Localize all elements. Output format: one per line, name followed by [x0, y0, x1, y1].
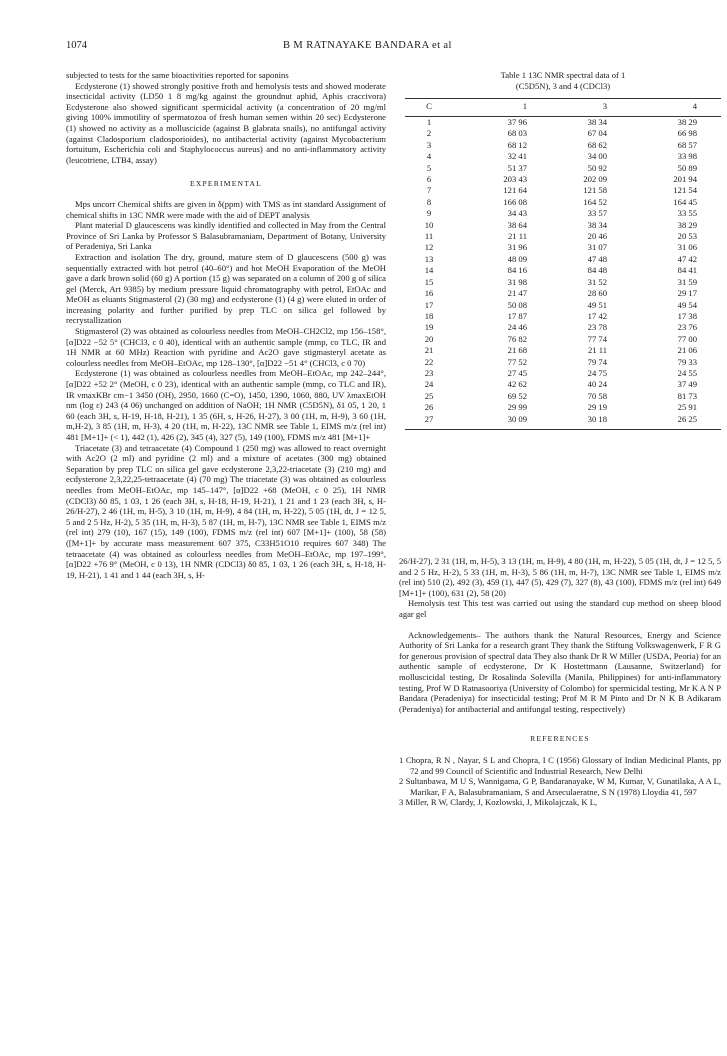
table-row	[405, 254, 721, 265]
shift-value-cell: 38 64	[507, 219, 527, 230]
shift-value-cell: 34 00	[587, 151, 607, 162]
carbon-number-cell: 14	[424, 265, 434, 276]
shift-value-cell: 17 87	[507, 310, 527, 321]
shift-value-cell: 121 64	[503, 185, 527, 196]
experimental-paragraph: Stigmasterol (2) was obtained as colourless needles from MeOH–CH2Cl2, mp 156–158°, [α]D22 −52 5° (CHCl3, c 0 40), identical with an authentic sample (mmp, co TLC, IR and 1H NMR at 60 MHz) Reaction with pyridine and Ac2O gave stigmasteryl acetate as colourless needles from MeOH–EtOAc, mp 128–130°, [α]D22 −51 4° (CHCl3, c 0 70)	[66, 326, 386, 368]
reference-list	[399, 755, 721, 808]
shift-value-cell: 21 68	[507, 345, 527, 356]
table-row	[405, 231, 721, 242]
shift-value-cell: 29 99	[507, 402, 527, 413]
shift-value-cell: 17 42	[587, 310, 607, 321]
table-row	[405, 288, 721, 299]
table-row	[405, 334, 721, 345]
shift-value-cell: 203 43	[503, 174, 527, 185]
carbon-number-cell: 8	[426, 196, 432, 207]
page-number: 1074	[66, 40, 87, 51]
experimental-continuation: 26/H-27), 2 31 (1H, m, H-5), 3 13 (1H, m, H-9), 4 80 (1H, m, H-22), 5 05 (1H, dt, J = 12 5, 5 and 2 5 Hz, H-2), 5 33 (1H, m, H-3), 5 86 (1H, m, H-7), 13C NMR see Table 1, EIMS m/z (rel int) 510 (2), 492 (3), 459 (1), 447 (5), 429 (7), 327 (8), 43 (100), FDMS m/z (rel int) 649 [M+1]+ (100), 631 (2), 58 (20)	[399, 556, 721, 598]
carbon-number-cell: 9	[426, 208, 432, 219]
shift-value-cell: 79 33	[677, 356, 697, 367]
shift-value-cell: 84 16	[507, 265, 527, 276]
shift-value-cell: 166 08	[503, 196, 527, 207]
acknowledgements: Acknowledgements– The authors thank the Natural Resources, Energy and Science Authority of Sri Lanka for a research grant They thank the Stiftung Volkswagenwerk, F R G for generous provision of spectral data They also thank Dr R W Miller (USDA, Peoria) for an authentic sample of ecdysterone, Dr K Hostettmann (Lausanne, Switzerland) for molluscicidal testing, Dr Rosalinda Solevilla (Manila, Philippines) for anti-inflammatory testing, Prof W D Ratnasooriya (University of Colombo) for spermicidal testing, Mr K A N P Bandara (Peradeniya) for insecticidal testing; Prof M R M Pinto and Dr N K B Adikaram (Peradeniya) for antibacterial and antifungal testing, respectively)	[399, 629, 721, 714]
shift-value-cell: 31 06	[677, 242, 697, 253]
shift-value-cell: 70 58	[587, 390, 607, 401]
shift-value-cell: 31 96	[507, 242, 527, 253]
shift-value-cell: 34 43	[507, 208, 527, 219]
shift-value-cell: 24 75	[587, 367, 607, 378]
shift-value-cell: 31 07	[587, 242, 607, 253]
shift-value-cell: 23 76	[677, 322, 697, 333]
shift-value-cell: 67 04	[587, 128, 607, 139]
shift-value-cell: 17 38	[677, 310, 697, 321]
table-row	[405, 277, 721, 288]
nmr-table	[405, 70, 721, 430]
carbon-number-cell: 21	[424, 345, 434, 356]
carbon-number-cell: 5	[426, 162, 432, 173]
right-column	[399, 556, 721, 808]
reference-item: 2 Sultanbawa, M U S, Wannigama, G P, Bandaranayake, W M, Kumar, V, Gunatilaka, A A L, Marikar, F A, Balasubramaniam, S and Arseculaeratne, S N (1978) Lloydia 41, 597	[399, 776, 721, 797]
shift-value-cell: 26 25	[677, 413, 697, 424]
shift-value-cell: 68 03	[507, 128, 527, 139]
hemolysis-paragraph: Hemolysis test This test was carried out using the standard cup method on sheep blood agar gel	[399, 598, 721, 619]
column-header: 1	[522, 101, 527, 112]
carbon-number-cell: 23	[424, 367, 434, 378]
carbon-number-cell: 2	[426, 128, 432, 139]
shift-value-cell: 47 42	[677, 253, 697, 264]
table-row	[405, 197, 721, 208]
shift-value-cell: 27 45	[507, 367, 527, 378]
left-column	[66, 70, 386, 580]
carbon-number-cell: 1	[426, 117, 432, 127]
shift-value-cell: 50 08	[507, 299, 527, 310]
nmr-data-table	[405, 99, 721, 425]
column-header: C	[426, 101, 432, 112]
shift-value-cell: 81 73	[677, 390, 697, 401]
shift-value-cell: 21 47	[507, 288, 527, 299]
carbon-number-cell: 6	[426, 174, 432, 185]
shift-value-cell: 31 98	[507, 276, 527, 287]
shift-value-cell: 84 48	[587, 265, 607, 276]
shift-value-cell: 121 54	[673, 185, 697, 196]
shift-value-cell: 77 52	[507, 356, 527, 367]
shift-value-cell: 48 09	[507, 253, 527, 264]
shift-value-cell: 20 53	[677, 231, 697, 242]
shift-value-cell: 164 52	[583, 196, 607, 207]
shift-value-cell: 201 94	[673, 174, 697, 185]
carbon-number-cell: 16	[424, 288, 434, 299]
shift-value-cell: 24 55	[677, 367, 697, 378]
shift-value-cell: 38 34	[587, 219, 607, 230]
shift-value-cell: 24 46	[507, 322, 527, 333]
table-row	[405, 265, 721, 276]
shift-value-cell: 164 45	[673, 196, 697, 207]
shift-value-cell: 33 57	[587, 208, 607, 219]
shift-value-cell: 47 48	[587, 253, 607, 264]
table-row	[405, 163, 721, 174]
carbon-number-cell: 26	[424, 402, 434, 413]
carbon-number-cell: 12	[424, 242, 434, 253]
table-row	[405, 414, 721, 425]
running-head: B M RATNAYAKE BANDARA et al	[283, 40, 452, 51]
table-row	[405, 174, 721, 185]
carbon-number-cell: 13	[424, 253, 434, 264]
shift-value-cell: 38 34	[587, 117, 607, 127]
table-header-row	[405, 99, 721, 115]
carbon-number-cell: 11	[424, 231, 434, 242]
shift-value-cell: 30 09	[507, 413, 527, 424]
table-row	[405, 402, 721, 413]
shift-value-cell: 51 37	[507, 162, 527, 173]
shift-value-cell: 69 52	[507, 390, 527, 401]
experimental-paragraph: Ecdysterone (1) was obtained as colourless needles from MeOH–EtOAc, mp 242–244°, [α]D22 +52 2° (MeOH, c 0 23), identical with an authentic sample (mmp, co TLC and IR), IR νmaxKBr cm−1 3450 (OH), 2950, 1660 (C=O), 1450, 1390, 1060, 880, UV λmaxEtOH nm (log ε) 243 (4 06) unchanged on addition of NaOH; 1H NMR (C5D5N), δ1 05, 1 20, 1 60 (each 3H, s, H-19, H-18, H-21), 1 35 (6H, s, H-26, H-27), 3 00 (1H, m, H-9), 3 60 (1H, m,H-2), 3 85 (1H, m, H-3), 4 20 (1H, m, H-22), 13C NMR see Table 1, EIMS m/z (rel int) 481 [M+1]+ (< 1), 442 (1), 426 (2), 345 (4), 327 (5), 149 (100), FDMS m/z 481 [M+1]+	[66, 368, 386, 442]
shift-value-cell: 21 11	[587, 345, 607, 356]
carbon-number-cell: 27	[424, 413, 434, 424]
carbon-number-cell: 3	[426, 139, 432, 150]
experimental-paragraph: Triacetate (3) and tetraacetate (4) Compound 1 (250 mg) was allowed to react overnight with Ac2O (2 ml) and pyridine (2 ml) and a mixture of acetates (300 mg) obtained Separation by prep TLC on silica gel gave ecdysterone 2,3,22-triacetate (3) (210 mg) and ecdysterone 2,3,22,25-tetraacetate (4) (70 mg) The triacetate (3) was obtained as colourless needles from MeOH–EtOAc, mp 145–147°, [α]D22 +68 (MeOH, c 0 25), 1H NMR (CDCl3) δ0 85, 1 03, 1 26 (each 3H, s, H-18, H-19, H-21), 1 21 and 1 23 (each 3H, s, H-26/H-27), 2 46 (1H, m, H-5), 3 10 (1H, m, H-9), 4 84 (1H, m, H-22), 5 05 (1H, dt, J = 12 5, 5 and 2 5 Hz, H-2), 5 35 (1H, m, H-3), 5 87 (1H, m, H-7), 13C NMR see Table 1, EIMS m/z (rel int) 279 (10), 167 (15), 149 (100), FDMS m/z (rel int) 607 [M+1]+ (100), 58 (58) ([M+1]+ by accurate mass measurement 607 375, C33H51O10 requires 607 348) The tetraacetate (4) was obtained as colourless needles from MeOH–EtOAc, mp 197–199°, [α]D22 +76 9° (MeOH, c 0 13), 1H NMR (CDCl3) δ0 85, 1 03, 1 26 (each 3H, s, H-18, H-19, H-21), 1 41 and 1 44 (each 3H, s, H-	[66, 442, 386, 580]
table-row	[405, 208, 721, 219]
carbon-number-cell: 19	[424, 322, 434, 333]
shift-value-cell: 121 58	[583, 185, 607, 196]
reference-item: 1 Chopra, R N , Nayar, S L and Chopra, I C (1956) Glossary of Indian Medicinal Plants, pp 72 and 99 Council of Scientific and Industrial Research, New Delhi	[399, 754, 721, 776]
table-row	[405, 391, 721, 402]
carbon-number-cell: 17	[424, 299, 434, 310]
carbon-number-cell: 10	[424, 219, 434, 230]
shift-value-cell: 50 89	[677, 162, 697, 173]
table-row	[405, 300, 721, 311]
shift-value-cell: 25 91	[677, 402, 697, 413]
shift-value-cell: 77 00	[677, 333, 697, 344]
carbon-number-cell: 7	[426, 185, 432, 196]
shift-value-cell: 29 17	[677, 288, 697, 299]
table-row	[405, 357, 721, 368]
shift-value-cell: 28 60	[587, 288, 607, 299]
shift-value-cell: 30 18	[587, 413, 607, 424]
table-caption: Table 1 13C NMR spectral data of 1	[500, 70, 626, 80]
shift-value-cell: 31 52	[587, 276, 607, 287]
intro-paragraph: Ecdysterone (1) showed strongly positive froth and hemolysis tests and showed moderate insecticidal activity (LD50 1 8 mg/kg against the groundnut aphid, Aphis craccivora) Ecdysterone also showed significant spermicidal activity (a concentration of 20 mg/ml giving 100% immotility of spermatozoa of fresh human semen within 20 sec) Ecdysterone (1) showed no activity as a molluscicide (against B glabrata snails), no antifungal activity (against Cladosporium cladosporioides), no antibacterial activity (against Mycobacterium fortuitum, Escherichia coli and Staphylococcus aureus) and no anti-inflammatory activity (leucotriene, LTB4, assay)	[66, 80, 386, 165]
table-row	[405, 220, 721, 231]
shift-value-cell: 32 41	[507, 151, 527, 162]
table-row	[405, 185, 721, 196]
shift-value-cell: 49 54	[677, 299, 697, 310]
experimental-paragraph: Extraction and isolation The dry, ground, mature stem of D glaucescens (500 g) was sequentially extracted with hot petrol (40–60°) and hot MeOH Evaporation of the MeOH gave a dark brown solid (60 g) A portion (15 g) was separated on a column of 200 g of silica gel (Merck, Art 9385) by medium pressure liquid chromatography with petrol, EtOAc and MeOH as eluants Stigmasterol (2) (30 mg) and ecdysterone (1) (4 g) were eluted in order of increasing polarity and further purified by prep TLC on silica gel followed by recrystallization	[66, 251, 386, 326]
shift-value-cell: 23 78	[587, 322, 607, 333]
shift-value-cell: 42 62	[507, 379, 527, 390]
experimental-paragraph: Mps uncorr Chemical shifts are given in δ(ppm) with TMS as int standard Assignment of chemical shifts in 13C NMR were made with the aid of DEPT analysis	[66, 198, 386, 220]
references-title: REFERENCES	[530, 734, 590, 744]
table-row	[405, 311, 721, 322]
column-header: 4	[692, 101, 697, 112]
shift-value-cell: 202 09	[583, 174, 607, 185]
carbon-number-cell: 24	[424, 379, 434, 390]
intro-paragraph: subjected to tests for the same bioactivities reported for saponins	[66, 70, 289, 80]
shift-value-cell: 29 19	[587, 402, 607, 413]
shift-value-cell: 68 12	[507, 139, 527, 150]
shift-value-cell: 66 98	[677, 128, 697, 139]
shift-value-cell: 77 74	[587, 333, 607, 344]
shift-value-cell: 33 98	[677, 151, 697, 162]
table-row	[405, 140, 721, 151]
shift-value-cell: 40 24	[587, 379, 607, 390]
table-bottom-rule	[405, 429, 721, 430]
shift-value-cell: 31 59	[677, 276, 697, 287]
shift-value-cell: 84 41	[677, 265, 697, 276]
shift-value-cell: 76 82	[507, 333, 527, 344]
shift-value-cell: 68 62	[587, 139, 607, 150]
carbon-number-cell: 15	[424, 276, 434, 287]
carbon-number-cell: 20	[424, 333, 434, 344]
carbon-number-cell: 4	[426, 151, 432, 162]
table-row	[405, 117, 721, 128]
shift-value-cell: 68 57	[677, 139, 697, 150]
table-row	[405, 242, 721, 253]
shift-value-cell: 38 29	[677, 117, 697, 127]
table-subcaption: (C5D5N), 3 and 4 (CDCl3)	[515, 81, 611, 91]
section-title-experimental: EXPERIMENTAL	[189, 179, 262, 189]
table-row	[405, 368, 721, 379]
column-header: 3	[602, 101, 607, 112]
reference-item: 3 Miller, R W, Clardy, J, Kozlowski, J, Mikolajczak, K L,	[399, 797, 598, 808]
carbon-number-cell: 18	[424, 310, 434, 321]
shift-value-cell: 37 96	[507, 117, 527, 127]
shift-value-cell: 20 46	[587, 231, 607, 242]
table-row	[405, 151, 721, 162]
table-row	[405, 345, 721, 356]
experimental-paragraph: Plant material D glaucescens was kindly identified and collected in May from the Central Province of Sri Lanka by Professor S Balasubramaniam, Department of Botany, University of Peradeniya, Sri Lanka	[66, 220, 386, 252]
table-row	[405, 128, 721, 139]
shift-value-cell: 37 49	[677, 379, 697, 390]
table-row	[405, 322, 721, 333]
shift-value-cell: 38 29	[677, 219, 697, 230]
shift-value-cell: 33 55	[677, 208, 697, 219]
shift-value-cell: 21 11	[507, 231, 527, 242]
carbon-number-cell: 25	[424, 390, 434, 401]
carbon-number-cell: 22	[424, 356, 434, 367]
shift-value-cell: 79 74	[587, 356, 607, 367]
table-row	[405, 379, 721, 390]
shift-value-cell: 21 06	[677, 345, 697, 356]
shift-value-cell: 49 51	[587, 299, 607, 310]
shift-value-cell: 50 92	[587, 162, 607, 173]
